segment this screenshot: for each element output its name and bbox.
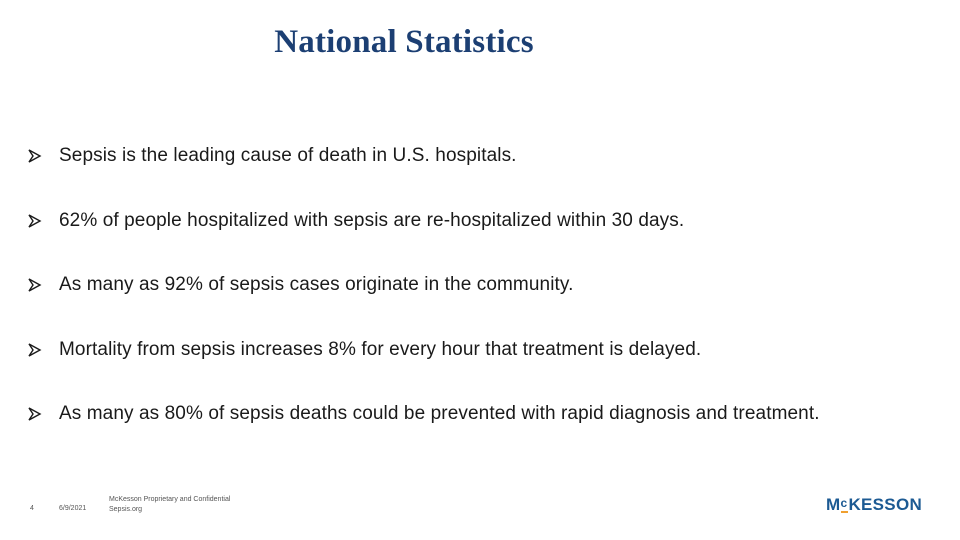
footer-legal bbox=[109, 495, 230, 515]
logo-prefix: M bbox=[826, 495, 841, 514]
footer-legal-line: McKesson Proprietary and Confidential bbox=[109, 496, 231, 503]
mckesson-logo bbox=[826, 495, 922, 515]
arrow-bullet-icon bbox=[28, 407, 59, 421]
bullet-text: As many as 80% of sepsis deaths could be prevented with rapid diagnosis and treatment. bbox=[59, 403, 820, 424]
logo-small-c bbox=[840, 496, 847, 510]
logo-small-c-letter: c bbox=[840, 496, 848, 510]
list-item bbox=[28, 205, 820, 237]
footer-date: 6/9/2021 bbox=[59, 505, 87, 512]
list-item bbox=[28, 334, 820, 366]
bullet-text: 62% of people hospitalized with sepsis are re-hospitalized within 30 days. bbox=[59, 209, 685, 231]
bullet-text: Mortality from sepsis increases 8% for every hour that treatment is delayed. bbox=[59, 338, 702, 360]
bullet-text: Sepsis is the leading cause of death in U.S. hospitals. bbox=[59, 145, 517, 166]
logo-suffix: KESSON bbox=[848, 495, 923, 514]
list-item bbox=[28, 398, 820, 430]
arrow-bullet-icon bbox=[28, 343, 59, 357]
bullet-text: As many as 92% of sepsis cases originate in the community. bbox=[59, 274, 574, 295]
arrow-bullet-icon bbox=[28, 214, 59, 228]
page-title: National Statistics bbox=[274, 24, 534, 60]
logo-accent-bar bbox=[841, 511, 848, 513]
arrow-bullet-icon bbox=[28, 278, 59, 292]
footer-source-line: Sepsis.org bbox=[109, 506, 143, 513]
bullet-list bbox=[28, 140, 820, 463]
arrow-bullet-icon bbox=[28, 149, 59, 163]
list-item bbox=[28, 269, 820, 301]
list-item bbox=[28, 140, 820, 172]
page-number: 4 bbox=[30, 505, 34, 512]
